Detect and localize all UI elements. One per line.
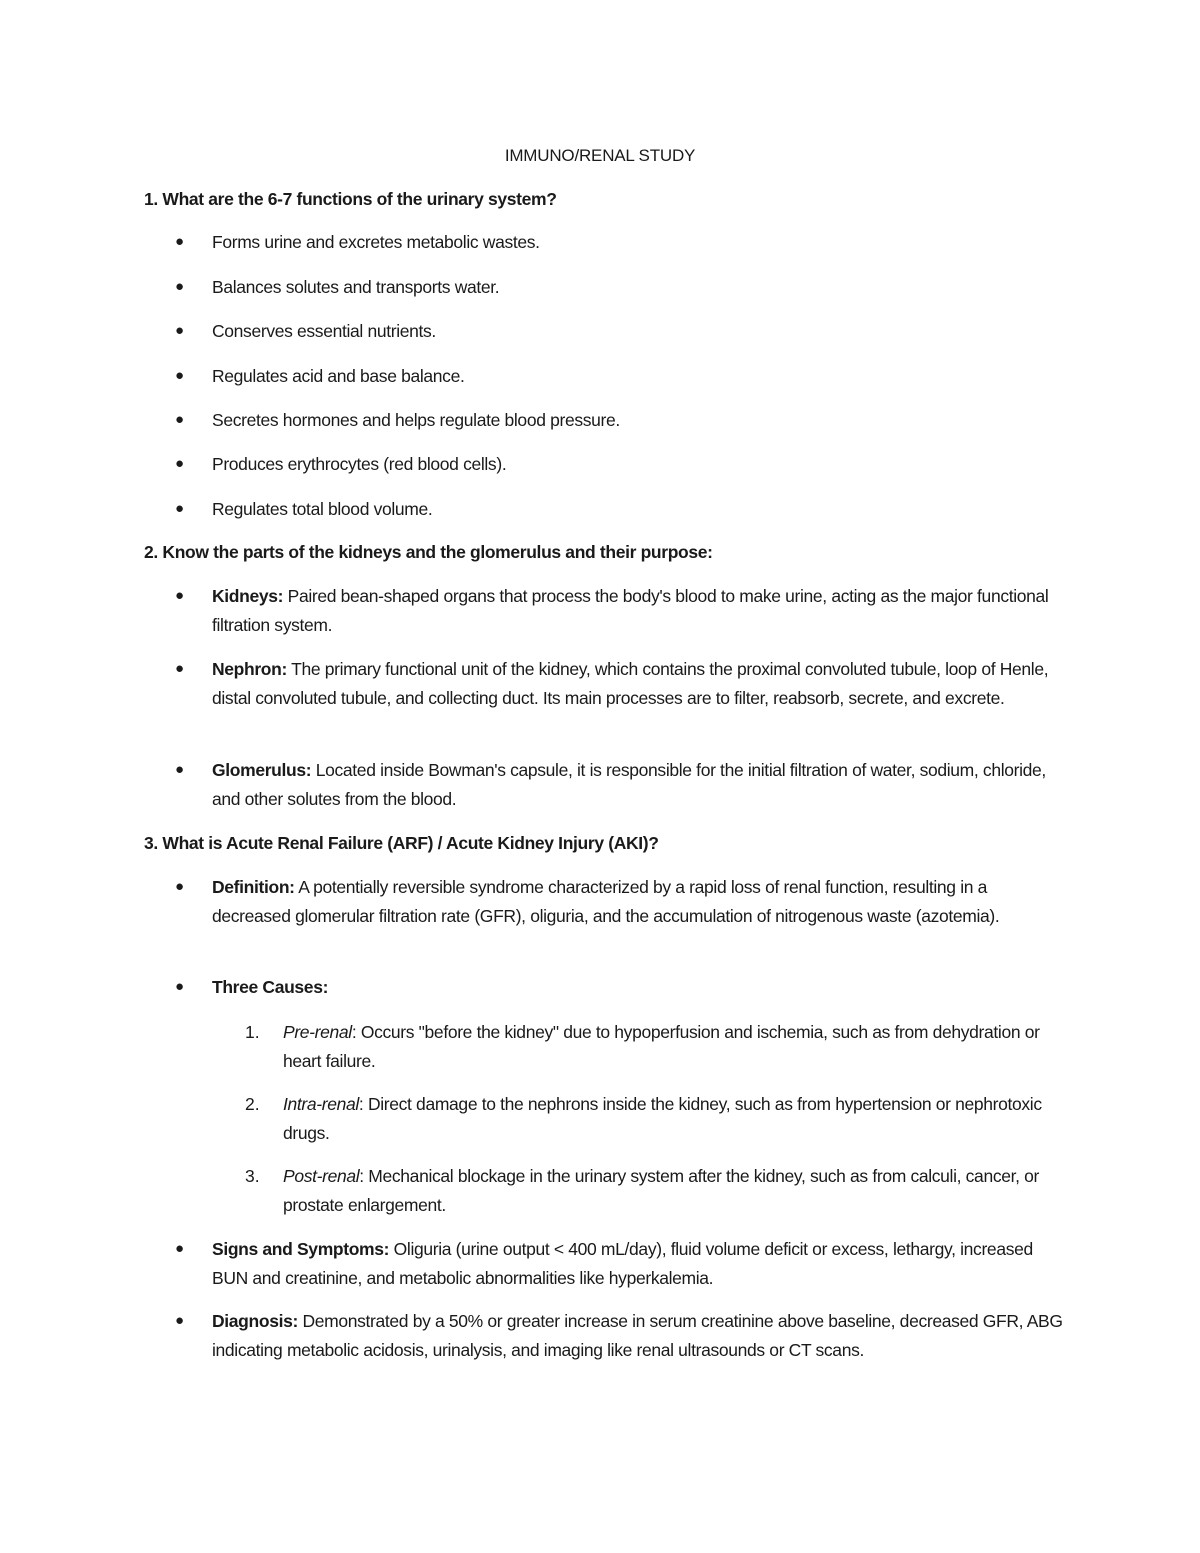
- bullet-icon: ●: [175, 367, 185, 384]
- cause-description: : Direct damage to the nephrons inside the kidney, such as from hypertension or nephrotoxic drugs.: [283, 1094, 1042, 1143]
- term-label: Diagnosis:: [212, 1311, 298, 1331]
- term-label: Three Causes:: [212, 977, 329, 997]
- bullet-icon: ●: [175, 587, 185, 604]
- bullet-icon: ●: [175, 1312, 185, 1329]
- list-item-text: [212, 973, 1064, 1002]
- bullet-icon: ●: [175, 1240, 185, 1257]
- bullet-icon: ●: [175, 278, 185, 295]
- bullet-icon: ●: [175, 233, 185, 250]
- list-item-text: [212, 756, 1064, 813]
- list-item-text: Balances solutes and transports water.: [212, 277, 500, 297]
- list-item-text: [212, 582, 1064, 639]
- term-description: The primary functional unit of the kidney, which contains the proximal convoluted tubule, loop of Henle, distal convoluted tubule, and collecting duct. Its main processes are to filter, reabsorb, secrete, and excrete.: [212, 659, 1049, 708]
- bullet-icon: ●: [175, 761, 185, 778]
- list-item-text: [212, 1235, 1064, 1292]
- list-item-text: Regulates acid and base balance.: [212, 366, 465, 386]
- term-label: Nephron:: [212, 659, 287, 679]
- term-description: Demonstrated by a 50% or greater increase in serum creatinine above baseline, decreased GFR, ABG indicating metabolic acidosis, urinalysis, and imaging like renal ultrasounds or CT scans.: [212, 1311, 1063, 1360]
- document-title: IMMUNO/RENAL STUDY: [504, 146, 696, 165]
- term-description: Paired bean-shaped organs that process the body's blood to make urine, acting as the major functional filtration system.: [212, 586, 1049, 635]
- term-description: A potentially reversible syndrome characterized by a rapid loss of renal function, resulting in a decreased glomerular filtration rate (GFR), oliguria, and the accumulation of nitrogenous waste (azotemia).: [212, 877, 1000, 926]
- cause-description: : Occurs "before the kidney" due to hypoperfusion and ischemia, such as from dehydration or heart failure.: [283, 1022, 1040, 1071]
- list-item-text: [212, 655, 1064, 712]
- numbered-item-text: [283, 1018, 1068, 1075]
- list-item-text: [212, 1307, 1064, 1364]
- bullet-icon: ●: [175, 500, 185, 517]
- list-item-text: Forms urine and excretes metabolic wastes.: [212, 232, 540, 252]
- numbered-item-text: [283, 1090, 1068, 1147]
- term-label: Signs and Symptoms:: [212, 1239, 390, 1259]
- list-item-text: Secretes hormones and helps regulate blood pressure.: [212, 410, 620, 430]
- term-label: Definition:: [212, 877, 295, 897]
- section-1-heading: 1. What are the 6-7 functions of the urinary system?: [144, 189, 557, 209]
- numbered-item-text: [283, 1162, 1068, 1219]
- list-item-text: Conserves essential nutrients.: [212, 321, 436, 341]
- bullet-icon: ●: [175, 322, 185, 339]
- list-item-text: Produces erythrocytes (red blood cells).: [212, 454, 507, 474]
- term-label: Kidneys:: [212, 586, 284, 606]
- bullet-icon: ●: [175, 455, 185, 472]
- cause-description: : Mechanical blockage in the urinary system after the kidney, such as from calculi, cancer, or prostate enlargement.: [283, 1166, 1040, 1215]
- cause-term: Intra-renal: [283, 1094, 359, 1114]
- item-number: 3.: [245, 1166, 260, 1186]
- term-label: Glomerulus:: [212, 760, 312, 780]
- bullet-icon: ●: [175, 978, 185, 995]
- bullet-icon: ●: [175, 878, 185, 895]
- cause-term: Post-renal: [283, 1166, 360, 1186]
- term-description: Located inside Bowman's capsule, it is responsible for the initial filtration of water, sodium, chloride, and other solutes from the blood.: [212, 760, 1046, 809]
- bullet-icon: ●: [175, 660, 185, 677]
- bullet-icon: ●: [175, 411, 185, 428]
- list-item-text: [212, 873, 1064, 930]
- item-number: 1.: [245, 1022, 260, 1042]
- term-description: Oliguria (urine output < 400 mL/day), fluid volume deficit or excess, lethargy, increased BUN and creatinine, and metabolic abnormalities like hyperkalemia.: [212, 1239, 1033, 1288]
- section-2-heading: 2. Know the parts of the kidneys and the glomerulus and their purpose:: [144, 542, 713, 562]
- section-3-heading: 3. What is Acute Renal Failure (ARF) / Acute Kidney Injury (AKI)?: [144, 833, 659, 853]
- item-number: 2.: [245, 1094, 260, 1114]
- list-item-text: Regulates total blood volume.: [212, 499, 433, 519]
- cause-term: Pre-renal: [283, 1022, 352, 1042]
